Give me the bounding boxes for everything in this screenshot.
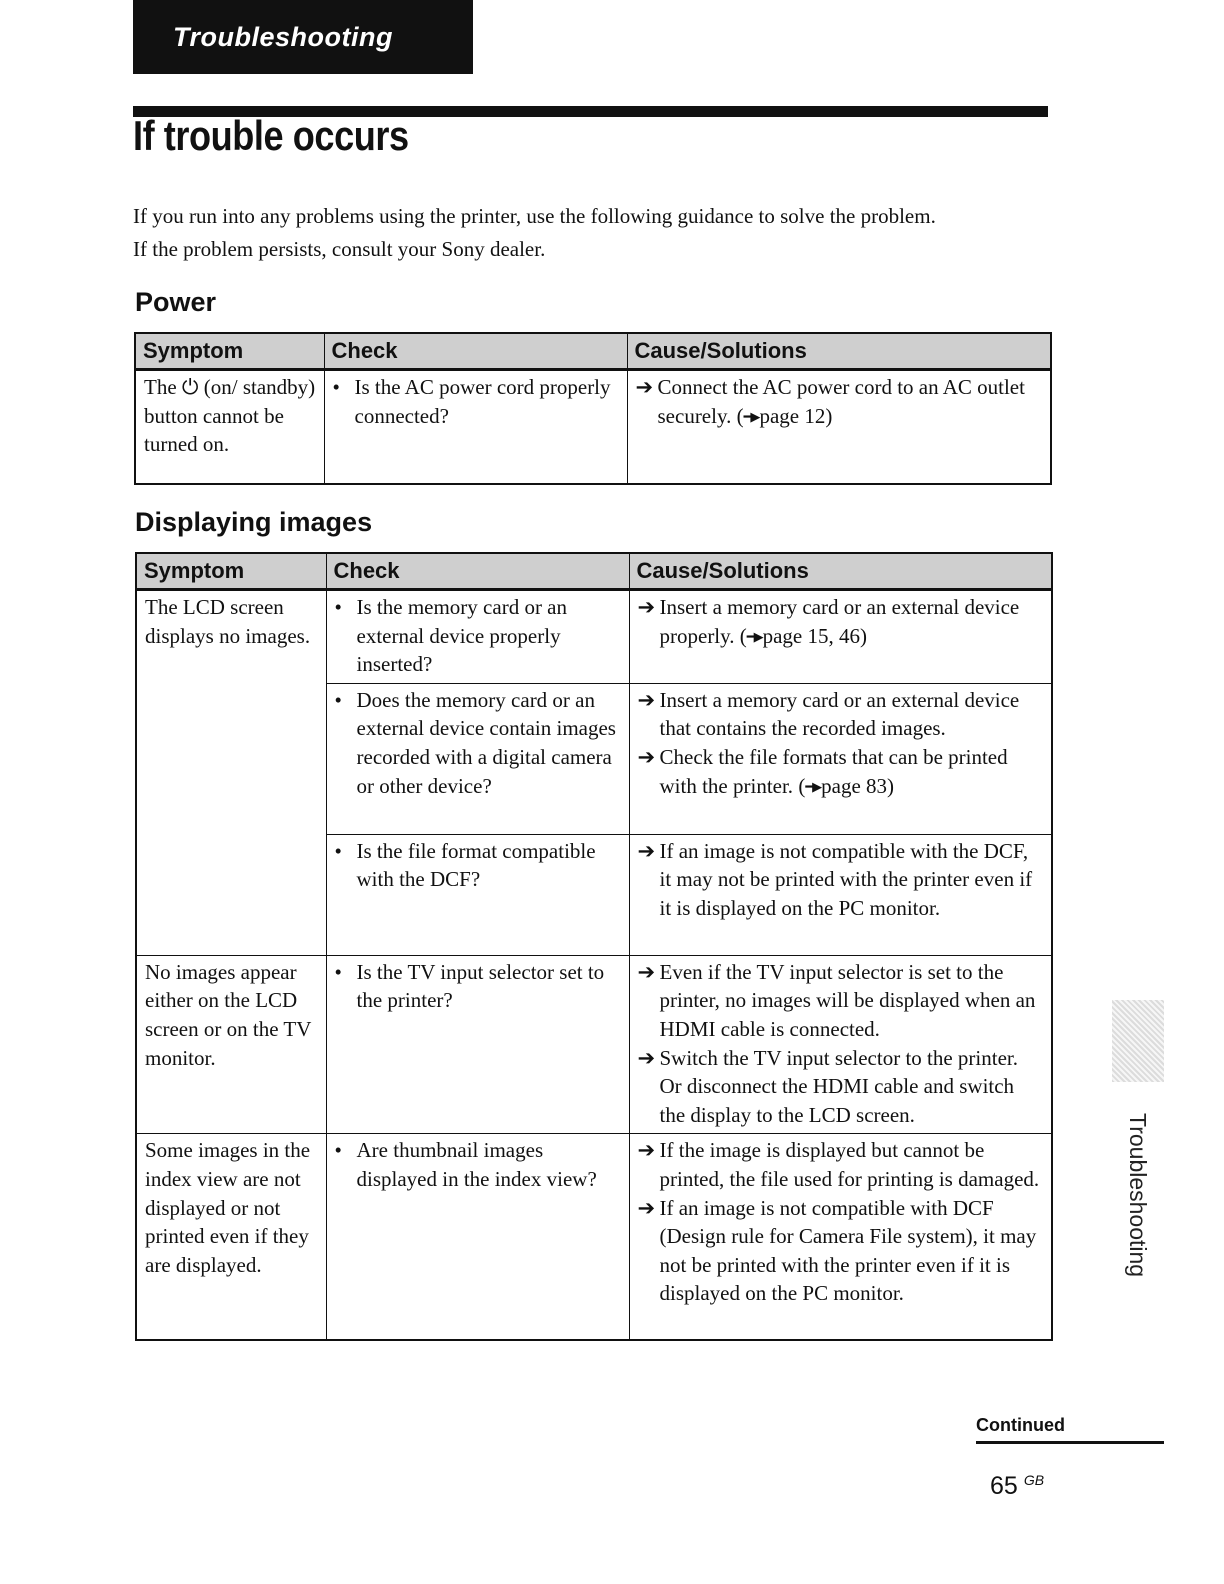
solution-cell <box>629 955 1052 1134</box>
solution-text: Insert a memory card or an external device that contains the recorded images. <box>659 687 1020 741</box>
solution-cell <box>629 1134 1052 1340</box>
check-text: Is the AC power cord properly connected? <box>354 375 611 428</box>
power-table <box>134 332 1052 485</box>
arrow-icon: ➔ <box>637 1138 656 1163</box>
symptom-cell: The ⏻ (on/ standby) button cannot be turned on. <box>135 370 324 484</box>
page-ref: page 15, 46 <box>762 623 861 648</box>
solution-text: Switch the TV input selector to the printer. Or disconnect the HDMI cable and switch the display to the LCD screen. <box>659 1045 1018 1127</box>
power-heading: Power <box>135 287 217 317</box>
intro-line-1: If you run into any problems using the printer, use the following guidance to solve the problem. <box>133 204 936 228</box>
page-ref-icon: ━▶ <box>746 628 763 644</box>
page-title: If trouble occurs <box>133 112 409 159</box>
solution-cell: ➔ Connect the AC power cord to an AC outlet securely. (━▶page 12) <box>627 370 1051 484</box>
check-text: Does the memory card or an external device contain images recorded with a digital camera or other device? <box>356 687 616 798</box>
col-cause-solutions: Cause/Solutions <box>627 333 1051 370</box>
arrow-icon: ➔ <box>637 687 656 712</box>
page-ref-icon: ━▶ <box>743 408 760 424</box>
table-row <box>136 590 1052 684</box>
page-number-value: 65 <box>990 1472 1018 1500</box>
section-tab: Troubleshooting <box>133 0 473 74</box>
check-text: Is the file format compatible with the DCF? <box>356 838 596 892</box>
solution-text: If an image is not compatible with DCF (Design rule for Camera File system), it may not be printed with the printer even if it is displayed on the PC monitor. <box>659 1195 1037 1306</box>
col-check: Check <box>326 553 629 590</box>
symptom-cell: The LCD screen displays no images. <box>136 590 326 956</box>
intro-line-2: If the problem persists, consult your Sony dealer. <box>133 237 546 261</box>
displaying-heading: Displaying images <box>135 507 373 537</box>
page-suffix: GB <box>1023 1472 1045 1488</box>
side-label: Troubleshooting <box>1125 1113 1151 1278</box>
check-text: Are thumbnail images displayed in the index view? <box>356 1138 597 1191</box>
page-number <box>990 1472 1044 1501</box>
arrow-icon: ➔ <box>635 375 654 399</box>
continued-label: Continued <box>976 1415 1164 1444</box>
table-row <box>136 1134 1052 1340</box>
page-ref: page 12 <box>759 403 826 428</box>
side-index-tab <box>1112 1000 1164 1082</box>
check-text: Is the TV input selector set to the printer? <box>356 959 605 1013</box>
arrow-icon: ➔ <box>637 744 656 769</box>
displaying-table <box>135 552 1053 1341</box>
check-text: Is the memory card or an external device properly inserted? <box>356 595 568 677</box>
check-cell: • Is the memory card or an external device properly inserted? <box>326 590 629 684</box>
solution-text: If an image is not compatible with the DCF, it may not be printed with the printer even if it is displayed on the PC monitor. <box>659 838 1033 920</box>
check-cell: • Does the memory card or an external device contain images recorded with a digital camera or other device? <box>326 683 629 834</box>
intro-text <box>133 200 1073 266</box>
col-symptom: Symptom <box>135 333 324 370</box>
table-header-row <box>135 333 1051 370</box>
arrow-icon: ➔ <box>637 1195 656 1220</box>
col-check: Check <box>324 333 627 370</box>
check-cell: • Is the AC power cord properly connected? <box>324 370 627 484</box>
page-ref-icon: ━▶ <box>805 778 822 794</box>
table-row <box>136 955 1052 1134</box>
table-header-row <box>136 553 1052 590</box>
solution-cell: ➔ Insert a memory card or an external device properly. (━▶page 15, 46) <box>629 590 1052 684</box>
check-cell: • Are thumbnail images displayed in the index view? <box>326 1134 629 1340</box>
check-cell: • Is the file format compatible with the DCF? <box>326 834 629 955</box>
page-ref: page 83 <box>821 773 888 798</box>
symptom-cell: Some images in the index view are not displayed or not printed even if they are displayed. <box>136 1134 326 1340</box>
solution-text: Connect the AC power cord to an AC outlet securely. <box>657 375 1025 428</box>
symptom-cell: No images appear either on the LCD screen or on the TV monitor. <box>136 955 326 1134</box>
arrow-icon: ➔ <box>637 838 656 863</box>
arrow-icon: ➔ <box>637 959 656 984</box>
solution-text: Check the file formats that can be printed with the printer. <box>659 744 1008 798</box>
col-symptom: Symptom <box>136 553 326 590</box>
solution-cell: ➔ Insert a memory card or an external device that contains the recorded images. ➔ Check the file formats that can be printed with the printer. (━▶page 83) <box>629 683 1052 834</box>
col-cause-solutions: Cause/Solutions <box>629 553 1052 590</box>
solution-text: If the image is displayed but cannot be printed, the file used for printing is damaged. <box>659 1138 1040 1191</box>
arrow-icon: ➔ <box>637 595 656 619</box>
solution-cell <box>629 834 1052 955</box>
solution-text: Even if the TV input selector is set to the printer, no images will be displayed when an HDMI cable is connected. <box>659 959 1036 1041</box>
check-cell: • Is the TV input selector set to the printer? <box>326 955 629 1134</box>
arrow-icon: ➔ <box>637 1045 656 1070</box>
table-row <box>135 370 1051 484</box>
solution-text: Insert a memory card or an external device properly. <box>659 595 1020 648</box>
